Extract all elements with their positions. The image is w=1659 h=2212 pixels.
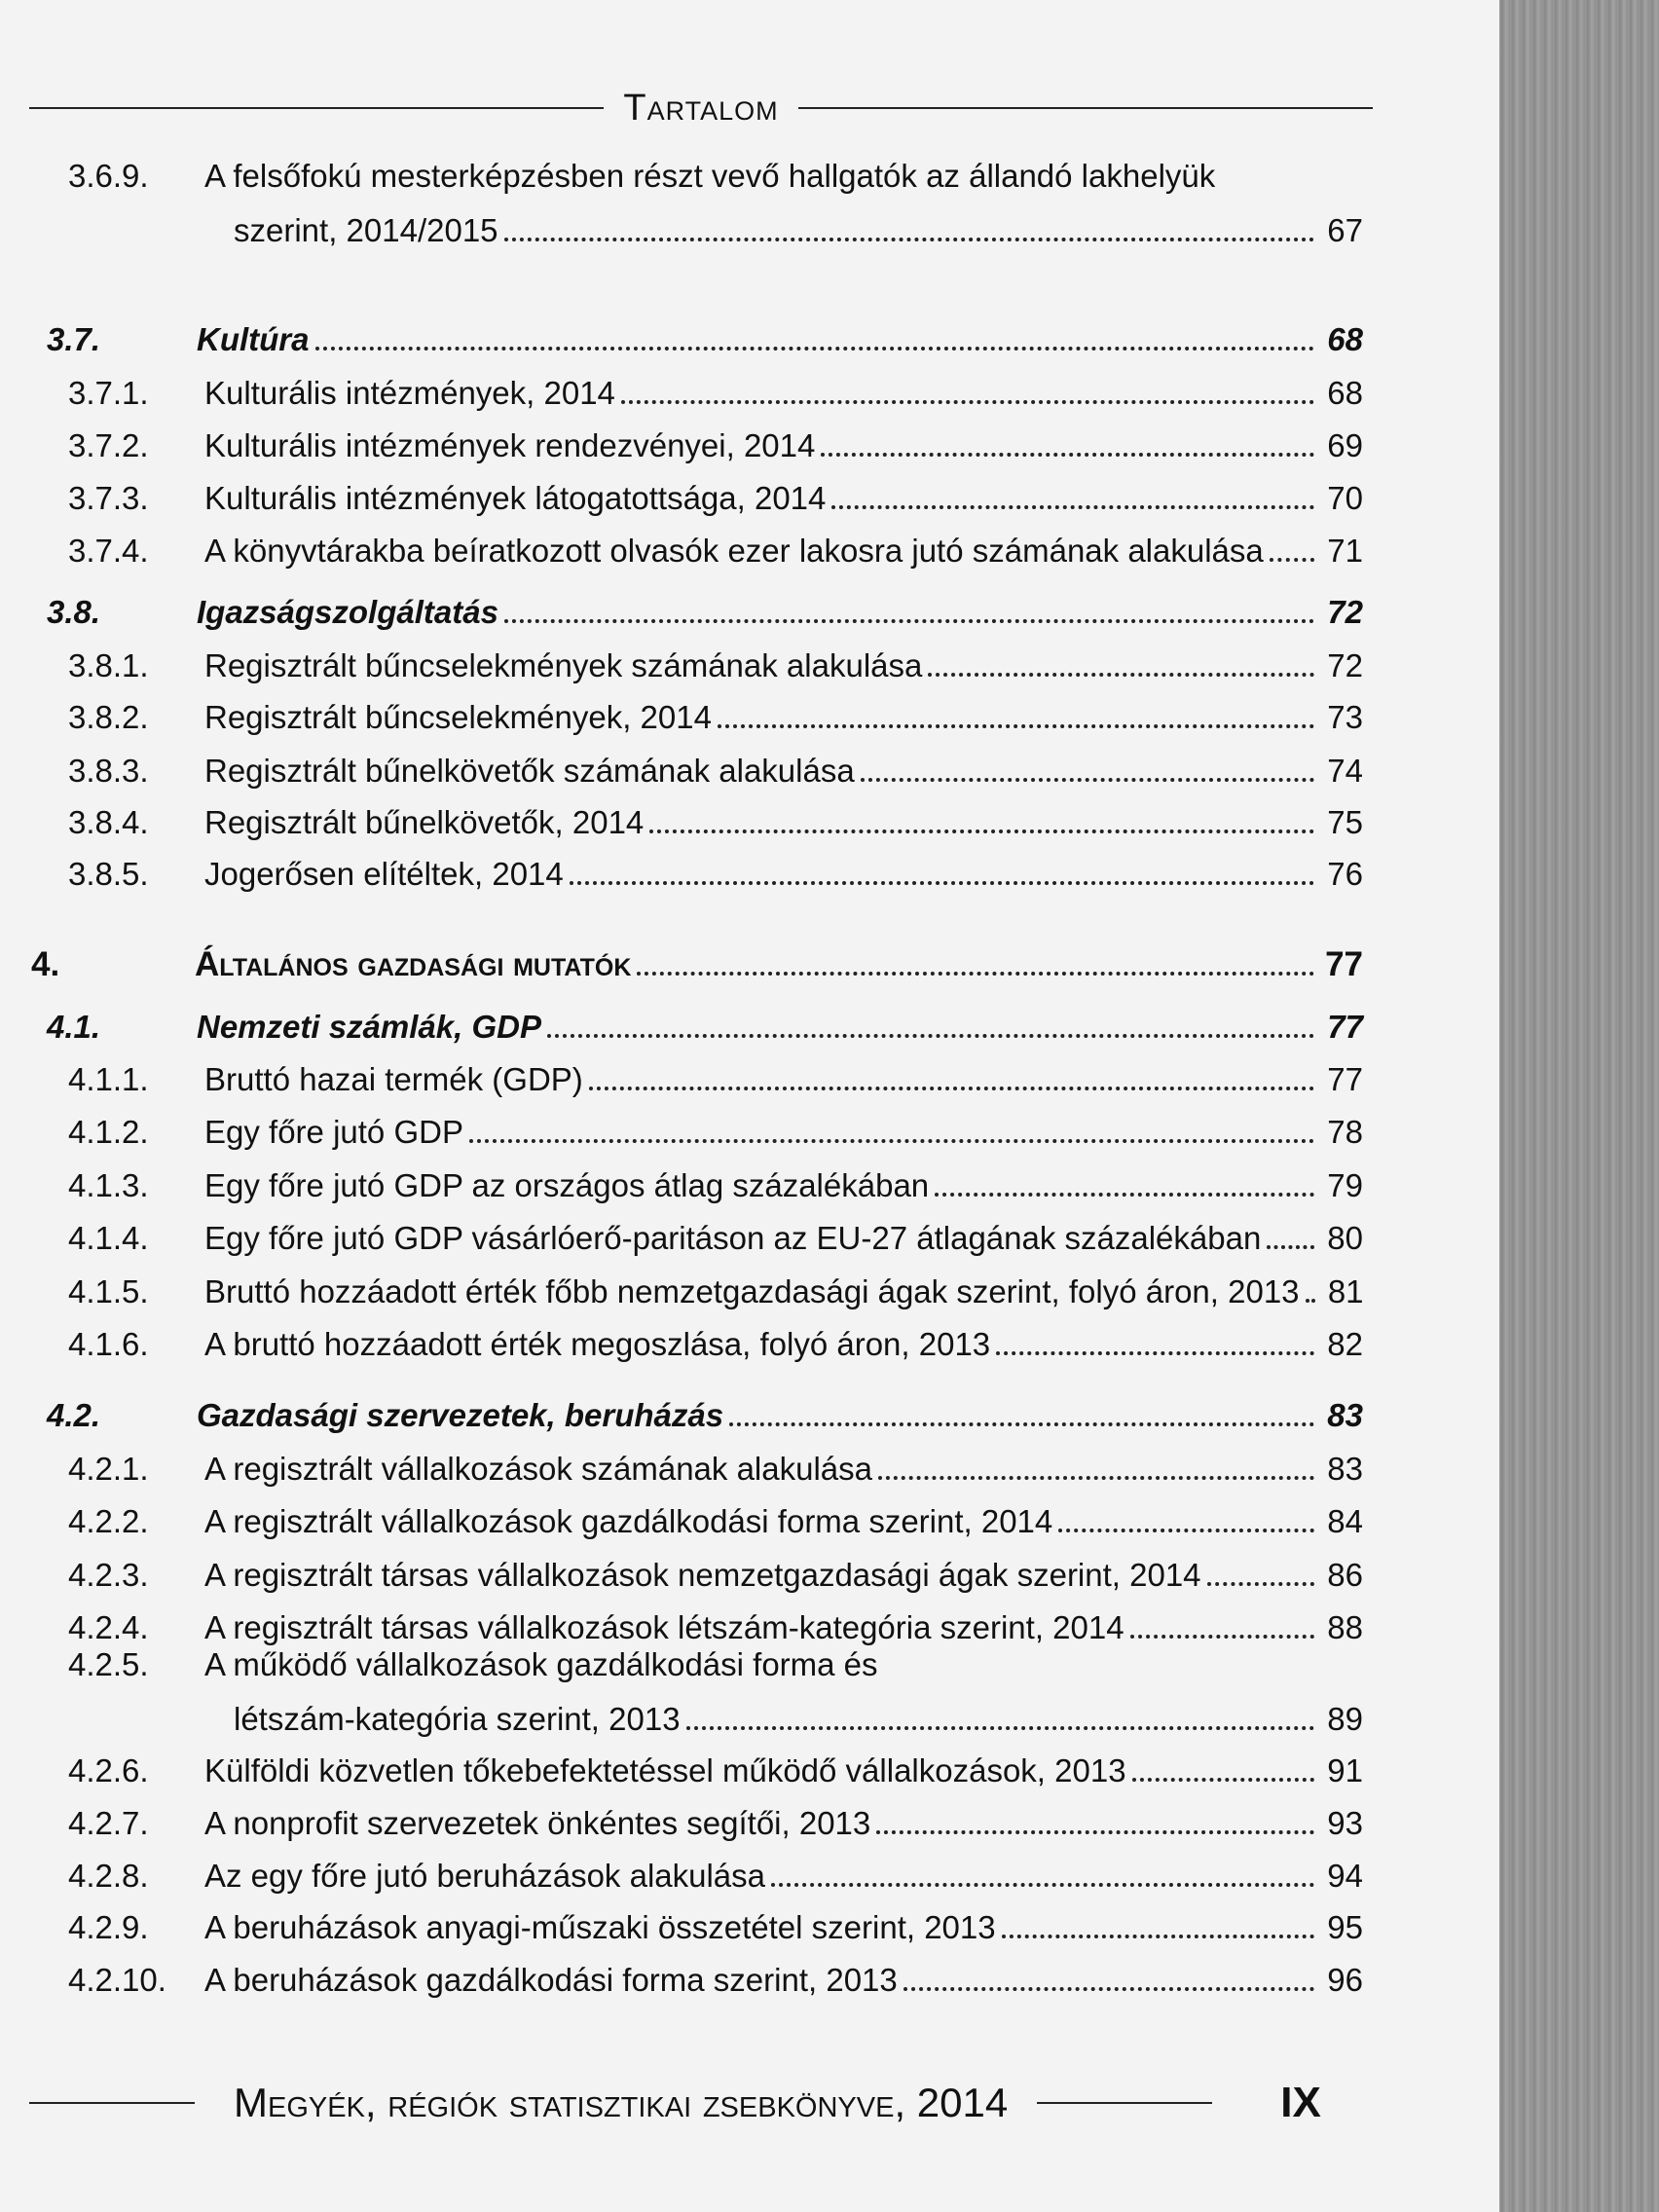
toc-entry-title: Regisztrált bűnelkövetők, 2014 xyxy=(204,804,645,840)
toc-entry xyxy=(29,1114,1363,1151)
dot-leader xyxy=(771,1883,1314,1887)
toc-entry xyxy=(29,1752,1363,1789)
toc-entry-title: A regisztrált vállalkozások gazdálkodási forma szerint, 2014 xyxy=(204,1503,1053,1539)
toc-entry-title: Külföldi közvetlen tőkebefektetéssel működő vállalkozások, 2013 xyxy=(204,1752,1126,1788)
toc-entry-title: A regisztrált társas vállalkozások nemzetgazdasági ágak szerint, 2014 xyxy=(204,1557,1201,1593)
toc-entry-page: 70 xyxy=(1327,480,1363,516)
header-rule-left xyxy=(29,107,604,109)
toc-entry-title: A bruttó hozzáadott érték megoszlása, folyó áron, 2013 xyxy=(204,1326,991,1362)
toc-entry-page: 74 xyxy=(1327,753,1363,789)
toc-entry-number: 3.8.1. xyxy=(68,647,149,683)
toc-entry-number: 4.1. xyxy=(47,1009,101,1045)
toc-entry-title: Kulturális intézmények, 2014 xyxy=(204,375,615,411)
toc-entry-title: Az egy főre jutó beruházások alakulása xyxy=(204,1858,766,1894)
toc-entry-page: 89 xyxy=(1327,1701,1363,1737)
toc-entry xyxy=(29,158,1363,195)
toc-entry-page: 77 xyxy=(1327,1009,1363,1045)
toc-entry xyxy=(29,699,1363,736)
toc-entry-number: 4.2.1. xyxy=(68,1451,149,1487)
toc-entry-number: 3.7.1. xyxy=(68,375,149,411)
toc-entry-number: 4.2.10. xyxy=(68,1962,166,1998)
toc-entry-number: 4.1.2. xyxy=(68,1114,149,1150)
toc-entry-title: A könyvtárakba beíratkozott olvasók ezer lakosra jutó számának alakulása xyxy=(204,533,1264,569)
toc-entry-number: 3.7.4. xyxy=(68,533,149,569)
dot-leader xyxy=(876,1830,1314,1834)
toc-entry-number: 3.8. xyxy=(47,594,101,630)
footer-title: Megyék, régiók statisztikai zsebkönyve, 2014 xyxy=(234,2080,1009,2125)
toc-entry xyxy=(29,1909,1363,1946)
dot-leader xyxy=(928,673,1314,677)
toc-section xyxy=(29,1397,1363,1434)
dot-leader xyxy=(504,238,1314,241)
dot-leader xyxy=(649,830,1314,833)
toc-entry-title-continuation: létszám-kategória szerint, 2013 xyxy=(234,1701,681,1737)
toc-entry-title: Egy főre jutó GDP xyxy=(204,1114,463,1150)
toc-entry-page: 76 xyxy=(1327,856,1363,892)
dot-leader xyxy=(861,778,1314,782)
toc-entry xyxy=(29,1220,1363,1257)
toc-entry-title: A beruházások gazdálkodási forma szerint, 2013 xyxy=(204,1962,898,1998)
dot-leader xyxy=(547,1034,1314,1038)
toc-entry-page: 68 xyxy=(1327,375,1363,411)
dot-leader xyxy=(718,724,1314,728)
toc-entry-title: A regisztrált társas vállalkozások létszám-kategória szerint, 2014 xyxy=(204,1609,1124,1645)
toc-entry-page: 77 xyxy=(1325,945,1363,983)
toc-entry-title: Gazdasági szervezetek, beruházás xyxy=(197,1397,724,1433)
toc-entry-continuation xyxy=(29,212,1363,249)
header-rule-right xyxy=(798,107,1373,109)
toc-entry-number: 3.8.3. xyxy=(68,753,149,789)
toc-entry-page: 86 xyxy=(1327,1557,1363,1593)
toc-entry-title: A felsőfokú mesterképzésben részt vevő hallgatók az állandó lakhelyük xyxy=(204,158,1216,194)
toc-entry-page: 67 xyxy=(1327,212,1363,248)
toc-entry-page: 78 xyxy=(1327,1114,1363,1150)
toc-entry-page: 83 xyxy=(1327,1451,1363,1487)
dot-leader xyxy=(1132,1778,1314,1782)
toc-entry-number: 4.1.5. xyxy=(68,1273,149,1309)
dot-leader xyxy=(621,400,1314,404)
toc-entry xyxy=(29,1503,1363,1540)
toc-entry-page: 79 xyxy=(1327,1167,1363,1203)
toc-entry-page: 81 xyxy=(1327,1273,1364,1309)
toc-section xyxy=(29,1009,1363,1046)
toc-entry-page: 82 xyxy=(1327,1326,1363,1362)
toc-entry-page: 94 xyxy=(1327,1858,1363,1894)
toc-section xyxy=(29,321,1363,358)
dot-leader xyxy=(589,1087,1314,1090)
toc-entry-title: Kulturális intézmények rendezvényei, 2014 xyxy=(204,427,816,463)
toc-section xyxy=(29,594,1363,631)
toc-entry xyxy=(29,1326,1363,1363)
toc-entry xyxy=(29,375,1363,412)
toc-entry-title: A regisztrált vállalkozások számának alakulása xyxy=(204,1451,872,1487)
toc-entry-title: Regisztrált bűnelkövetők számának alakulása xyxy=(204,753,855,789)
toc-entry xyxy=(29,1167,1363,1204)
toc-entry-title: A nonprofit szervezetek önkéntes segítői, 2013 xyxy=(204,1805,871,1841)
toc-entry-title: Kulturális intézmények látogatottsága, 2014 xyxy=(204,480,827,516)
toc-entry xyxy=(29,1609,1363,1646)
toc-entry xyxy=(29,480,1363,517)
footer-page-number: IX xyxy=(1280,2079,1321,2126)
toc-entry-number: 4.2. xyxy=(47,1397,101,1433)
toc-entry xyxy=(29,533,1363,570)
toc-entry-continuation xyxy=(29,1701,1363,1738)
toc-entry-number: 4.2.8. xyxy=(68,1858,149,1894)
dot-leader xyxy=(570,881,1314,885)
toc-entry-page: 75 xyxy=(1327,804,1363,840)
page-header xyxy=(29,84,1373,132)
toc-entry-number: 4.2.9. xyxy=(68,1909,149,1945)
dot-leader xyxy=(1306,1299,1315,1303)
toc-entry-number: 3.6.9. xyxy=(68,158,149,194)
toc-entry-page: 84 xyxy=(1327,1503,1363,1539)
page-footer xyxy=(29,2074,1382,2132)
toc-entry-number: 4.2.4. xyxy=(68,1609,149,1645)
dot-leader xyxy=(903,1987,1314,1991)
toc-entry-page: 68 xyxy=(1327,321,1363,357)
toc-entry-title-continuation: szerint, 2014/2015 xyxy=(234,212,498,248)
dot-leader xyxy=(821,453,1314,457)
toc-entry-title: A működő vállalkozások gazdálkodási forma és xyxy=(204,1646,878,1682)
toc-entry-page: 88 xyxy=(1327,1609,1363,1645)
toc-entry-number: 4.2.5. xyxy=(68,1646,149,1682)
toc-entry-number: 3.7.2. xyxy=(68,427,149,463)
header-title: Tartalom xyxy=(623,87,779,129)
toc-entry-number: 3.8.2. xyxy=(68,699,149,735)
toc-entry-page: 77 xyxy=(1327,1061,1363,1097)
footer-rule-right xyxy=(1037,2102,1212,2104)
toc-entry-page: 80 xyxy=(1327,1220,1363,1256)
dot-leader xyxy=(1002,1935,1314,1938)
toc-entry-page: 72 xyxy=(1327,594,1363,630)
toc-entry-page: 91 xyxy=(1327,1752,1363,1788)
toc-entry-title: Kultúra xyxy=(197,321,310,357)
toc-entry-title: Egy főre jutó GDP vásárlóerő-paritáson az EU-27 átlagának százalékában xyxy=(204,1220,1262,1256)
toc-entry xyxy=(29,1858,1363,1895)
toc-entry xyxy=(29,804,1363,841)
toc-entry-number: 4.1.1. xyxy=(68,1061,149,1097)
toc-entry xyxy=(29,1646,1363,1683)
dot-leader xyxy=(469,1139,1314,1143)
toc-entry-number: 3.7.3. xyxy=(68,480,149,516)
toc-entry-number: 3.8.5. xyxy=(68,856,149,892)
toc-entry-page: 95 xyxy=(1327,1909,1363,1945)
dot-leader xyxy=(637,972,1314,976)
dot-leader xyxy=(1058,1529,1314,1532)
toc-entry-title: Regisztrált bűncselekmények, 2014 xyxy=(204,699,712,735)
toc-entry-title: Egy főre jutó GDP az országos átlag százalékában xyxy=(204,1167,930,1203)
toc-entry-number: 4. xyxy=(31,945,60,983)
toc-entry-title: A beruházások anyagi-műszaki összetétel szerint, 2013 xyxy=(204,1909,996,1945)
toc-entry xyxy=(29,753,1363,790)
page-edge-background xyxy=(1499,0,1659,2212)
toc-chapter xyxy=(29,946,1363,983)
toc-entry xyxy=(29,1451,1363,1488)
toc-entry-number: 4.1.6. xyxy=(68,1326,149,1362)
dot-leader xyxy=(1130,1635,1314,1639)
dot-leader xyxy=(315,347,1315,350)
toc-entry-page: 72 xyxy=(1327,647,1363,683)
toc-entry xyxy=(29,1557,1363,1594)
toc-entry-page: 73 xyxy=(1327,699,1363,735)
toc-entry-number: 4.2.3. xyxy=(68,1557,149,1593)
dot-leader xyxy=(996,1351,1314,1355)
toc-entry-number: 4.2.2. xyxy=(68,1503,149,1539)
toc-entry-number: 4.2.7. xyxy=(68,1805,149,1841)
dot-leader xyxy=(831,505,1314,509)
dot-leader xyxy=(729,1422,1314,1426)
dot-leader xyxy=(1207,1582,1314,1586)
toc-entry xyxy=(29,1962,1363,1999)
toc-entry-number: 4.2.6. xyxy=(68,1752,149,1788)
toc-entry-page: 96 xyxy=(1327,1962,1363,1998)
toc-entry-number: 4.1.3. xyxy=(68,1167,149,1203)
toc-entry xyxy=(29,427,1363,464)
dot-leader xyxy=(1267,1245,1314,1249)
toc-entry xyxy=(29,1805,1363,1842)
dot-leader xyxy=(1270,558,1314,562)
toc-entry-page: 83 xyxy=(1327,1397,1363,1433)
toc-entry-title: Bruttó hozzáadott érték főbb nemzetgazdasági ágak szerint, folyó áron, 2013 xyxy=(204,1273,1300,1309)
dot-leader xyxy=(504,619,1314,623)
toc-entry-title: Általános gazdasági mutatók xyxy=(195,945,632,983)
dot-leader xyxy=(878,1476,1314,1480)
toc-entry-number: 3.7. xyxy=(47,321,101,357)
toc-entry-page: 71 xyxy=(1327,533,1363,569)
footer-rule-left xyxy=(29,2102,195,2104)
toc-entry-title: Igazságszolgáltatás xyxy=(197,594,498,630)
dot-leader xyxy=(935,1193,1314,1197)
toc-entry-number: 4.1.4. xyxy=(68,1220,149,1256)
toc-entry-page: 69 xyxy=(1327,427,1363,463)
toc-entry-title: Bruttó hazai termék (GDP) xyxy=(204,1061,583,1097)
toc-entry-title: Nemzeti számlák, GDP xyxy=(197,1009,541,1045)
toc-entry xyxy=(29,1061,1363,1098)
toc-entry-title: Regisztrált bűncselekmények számának alakulása xyxy=(204,647,923,683)
toc-entry-number: 3.8.4. xyxy=(68,804,149,840)
toc-entry-page: 93 xyxy=(1327,1805,1363,1841)
toc-entry-title: Jogerősen elítéltek, 2014 xyxy=(204,856,564,892)
toc-entry xyxy=(29,1273,1363,1310)
toc-entry xyxy=(29,647,1363,684)
dot-leader xyxy=(686,1726,1314,1730)
toc-entry xyxy=(29,856,1363,893)
